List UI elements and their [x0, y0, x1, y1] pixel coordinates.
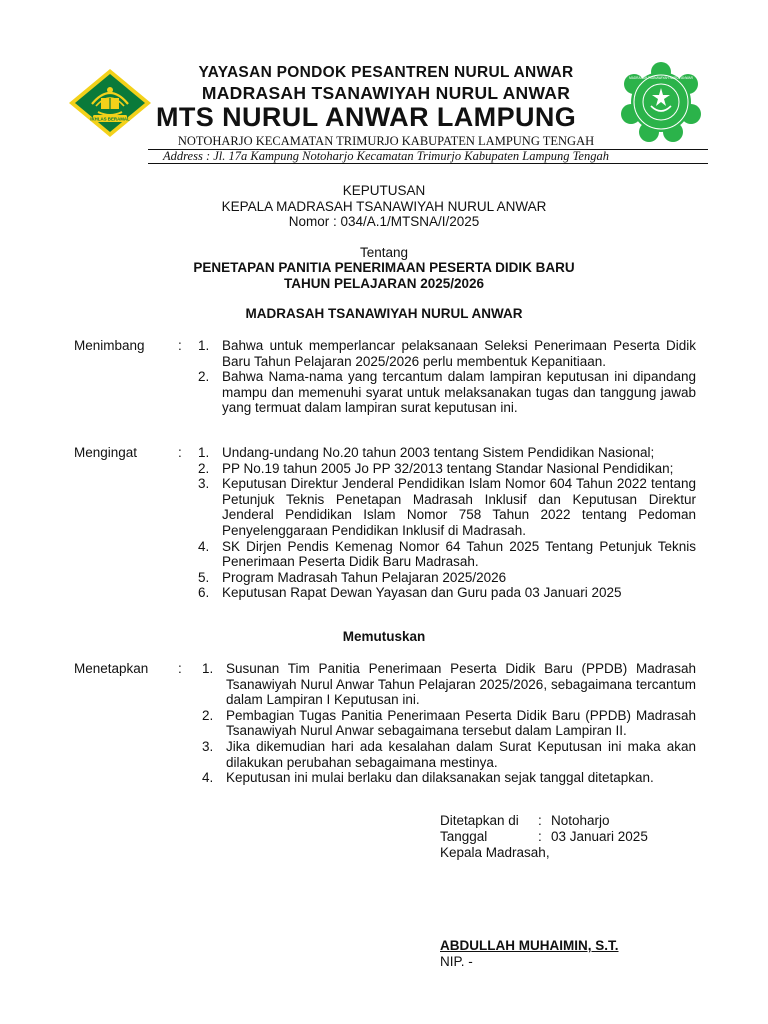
- jabatan: Kepala Madrasah,: [440, 845, 550, 860]
- signer-name: ABDULLAH MUHAIMIN, S.T.: [440, 938, 619, 953]
- menetapkan-list: [202, 661, 696, 786]
- list-item: 3. Keputusan Direktur Jenderal Pendidikan Islam Nomor 604 Tahun 2022 tentang Petunjuk Teknis Penetapan Madrasah Inklusif dan Keputusan Direktur Jenderal Pendidikan Islam Nomor 758 Tahun 2022 tentang Pedoman Penyelenggaraan Pendidikan Inklusif di Madrasah.: [198, 476, 696, 538]
- menimbang-label: Menimbang: [74, 338, 145, 353]
- menetapkan-label: Menetapkan: [74, 661, 149, 676]
- header-divider-bottom: [148, 163, 708, 164]
- list-item: 2. PP No.19 tahun 2005 Jo PP 32/2013 tentang Standar Nasional Pendidikan;: [198, 460, 674, 476]
- memutuskan-heading: Memutuskan: [342, 629, 426, 644]
- doc-type: KEPUTUSAN: [342, 183, 426, 198]
- doc-subject-line2: TAHUN PELAJARAN 2025/2026: [283, 276, 485, 291]
- list-item: 6. Keputusan Rapat Dewan Yayasan dan Guru pada 03 Januari 2025: [198, 585, 622, 601]
- svg-text:IKHLAS BERAMAL: IKHLAS BERAMAL: [90, 116, 130, 122]
- school-title: MTS NURUL ANWAR LAMPUNG: [156, 102, 577, 132]
- list-item: 2. Bahwa Nama-nama yang tercantum dalam lampiran keputusan ini dipandang mampu dan memenuhi syarat untuk melaksanakan tugas dan tanggung jawab yang termuat dalam lampiran surat keputusan ini.: [198, 369, 696, 416]
- list-item: 3. Jika dikemudian hari ada kesalahan dalam Surat Keputusan ini maka akan dilakukan perubahan sebagaimana mestinya.: [202, 738, 696, 770]
- school-logo: [618, 62, 704, 142]
- list-item: 4. SK Dirjen Pendis Kemenag Nomor 64 Tahun 2025 Tentang Petunjuk Teknis Penerimaan Peserta Didik Baru Madrasah.: [198, 538, 696, 570]
- school-location: NOTOHARJO KECAMATAN TRIMURJO KABUPATEN LAMPUNG TENGAH: [177, 134, 595, 148]
- signer-nip: NIP. -: [440, 954, 473, 969]
- madrasah-name: MADRASAH TSANAWIYAH NURUL ANWAR: [201, 83, 571, 103]
- menetapkan-colon: :: [178, 661, 182, 676]
- list-item: 1. Undang-undang No.20 tahun 2003 tentang Sistem Pendidikan Nasional;: [198, 445, 655, 460]
- yayasan-name: YAYASAN PONDOK PESANTREN NURUL ANWAR: [198, 64, 574, 81]
- list-item: 4. Keputusan ini mulai berlaku dan dilaksanakan sejak tanggal ditetapkan.: [202, 770, 654, 786]
- signature-block: [440, 813, 655, 861]
- tanggal-row: Tanggal : 03 Januari 2025: [440, 829, 648, 844]
- mengingat-list: [198, 445, 696, 601]
- list-item: 1. Susunan Tim Panitia Penerimaan Peserta Didik Baru (PPDB) Madrasah Tsanawiyah Nurul Anwar Tahun Pelajaran 2025/2026, sebagaimana tercantum dalam Lampiran I Keputusan ini.: [202, 661, 696, 708]
- doc-subject-line1: PENETAPAN PANITIA PENERIMAAN PESERTA DIDIK BARU: [193, 260, 575, 275]
- tentang-label: Tentang: [359, 245, 409, 260]
- school-address: Address : Jl. 17a Kampung Notoharjo Kecamatan Trimurjo Kabupaten Lampung Tengah: [163, 149, 609, 163]
- mengingat-colon: :: [178, 445, 182, 460]
- menimbang-colon: :: [178, 338, 182, 353]
- doc-issuer: KEPALA MADRASAH TSANAWIYAH NURUL ANWAR: [221, 199, 547, 214]
- mengingat-label: Mengingat: [74, 445, 138, 460]
- madrasah-heading: MADRASAH TSANAWIYAH NURUL ANWAR: [245, 306, 523, 321]
- svg-text:MADRASAH TSANAWIYAH NURUL ANWA: MADRASAH TSANAWIYAH NURUL ANWAR: [629, 76, 693, 80]
- ditetapkan-row: Ditetapkan di : Notoharjo: [440, 813, 610, 828]
- menimbang-list: [198, 338, 696, 416]
- letterhead: [66, 62, 706, 164]
- list-item: 1. Bahwa untuk memperlancar pelaksanaan Seleksi Penerimaan Peserta Didik Baru Tahun Pelajaran 2025/2026 perlu membentuk Kepanitiaan.: [198, 338, 696, 369]
- list-item: 2. Pembagian Tugas Panitia Penerimaan Peserta Didik Baru (PPDB) Madrasah Tsanawiyah Nurul Anwar sebagaimana tersebut dalam Lampiran II.: [202, 707, 696, 739]
- doc-number: Nomor : 034/A.1/MTSNA/I/2025: [288, 214, 480, 229]
- list-item: 5. Program Madrasah Tahun Pelajaran 2025/2026: [198, 569, 507, 585]
